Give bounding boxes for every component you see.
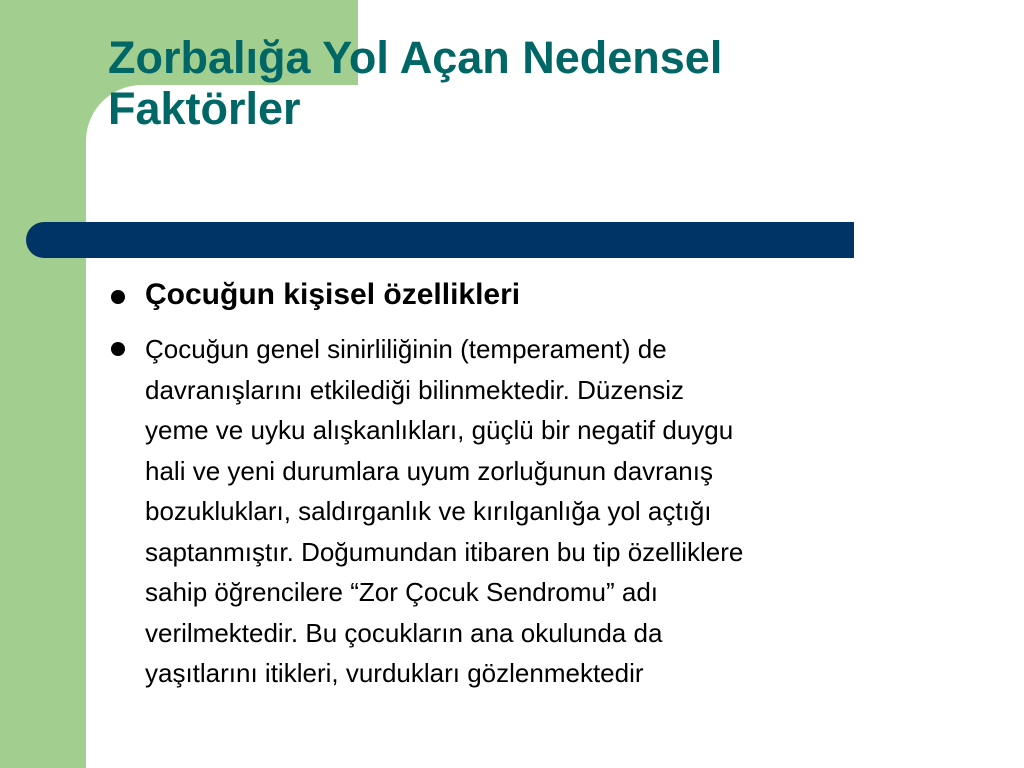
slide-title-line-2: Faktörler	[108, 83, 301, 134]
slide-content	[104, 275, 944, 694]
slide-title	[108, 32, 722, 134]
bullet-text-line: saptanmıştır. Doğumundan itibaren bu tip özelliklere	[145, 536, 744, 567]
bullet-text-line: yeme ve uyku alışkanlıkları, güçlü bir negatif duygu	[145, 415, 734, 445]
bullet-text-line: sahip öğrencilere “Zor Çocuk Sendromu” adı	[145, 577, 659, 607]
slide-title-line-1: Zorbalığa Yol Açan Nedensel	[108, 32, 723, 83]
bullet-text-line: Çocuğun genel sinirliliğinin (temperament) de	[145, 334, 667, 364]
bullet-dot-icon	[111, 290, 125, 304]
bullet-item-description	[104, 329, 944, 694]
bullet-text-line: bozuklukları, saldırganlık ve kırılganlığa yol açtığı	[145, 496, 712, 526]
bullet-item-heading	[104, 275, 944, 315]
bullet-text-line: yaşıtlarını itikleri, vurdukları gözlenmektedir	[145, 658, 644, 688]
bullet-text-line: davranışlarını etkilediği bilinmektedir. Düzensiz	[145, 374, 685, 405]
bullet-text-line: verilmektedir. Bu çocukların ana okulunda da	[145, 617, 663, 648]
bullet-dot-icon	[111, 342, 125, 356]
title-divider-bar	[26, 222, 854, 258]
bullet-heading-text: Çocuğun kişisel özellikleri	[145, 278, 521, 311]
bullet-text-line: hali ve yeni durumlara uyum zorluğunun davranış	[145, 455, 713, 486]
